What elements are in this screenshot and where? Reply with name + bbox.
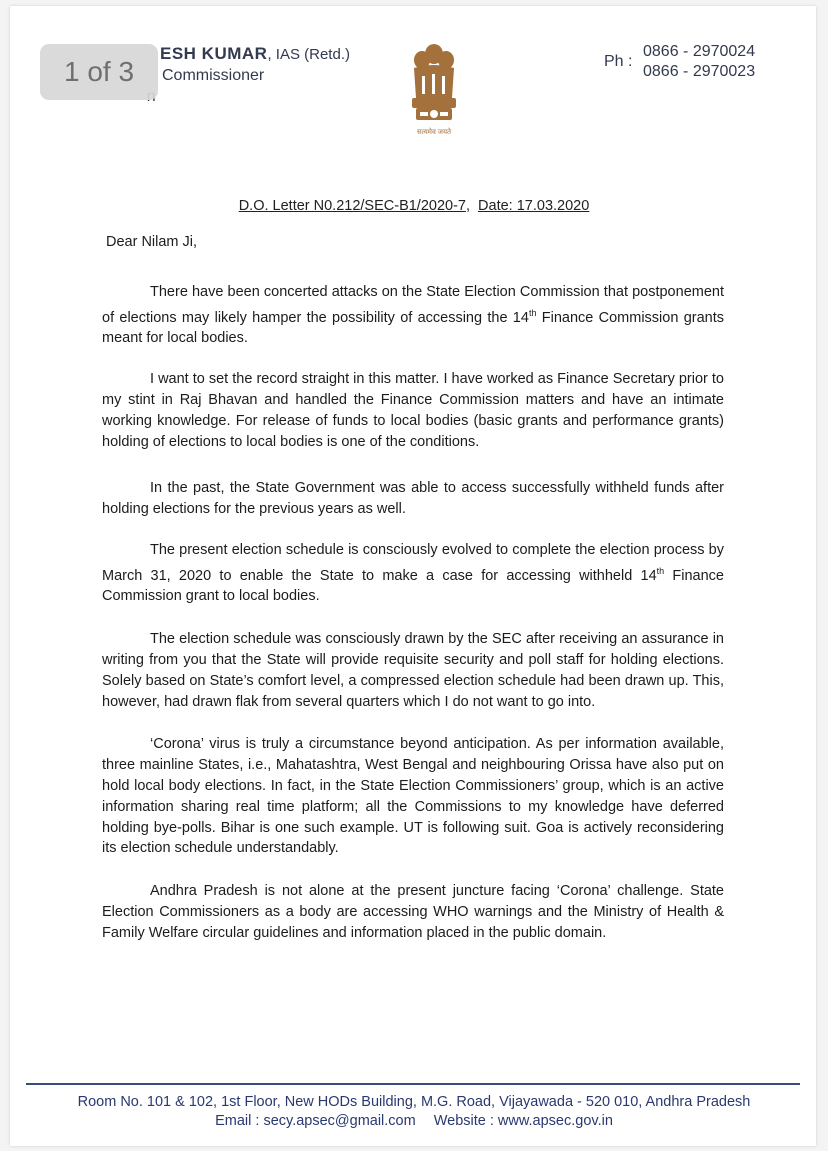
footer-divider — [26, 1083, 800, 1085]
paragraph-1-text: There have been concerted attacks on the State Election Commission that postponement of elections may likely hamper the possibility of accessing the 14 — [102, 284, 724, 326]
paragraph-2: I want to set the record straight in this matter. I have worked as Finance Secretary prior to my stint in Raj Bhavan and handled the Finance Commission matters and have an intimate working knowledge. For release of funds to local bodies (basic grants and performance grants) holding of elections to local bodies is one of the conditions. — [102, 371, 724, 450]
paragraph-3: In the past, the State Government was able to access successfully withheld funds after holding elections for the previous years as well. — [102, 480, 724, 518]
phone-number-2: 0866 - 2970023 — [643, 63, 756, 80]
paragraph-4-sup: th — [656, 565, 665, 576]
letter-reference — [0, 198, 828, 214]
letter-date: Date: 17.03.2020 — [478, 198, 590, 214]
paragraph-6: ‘Corona’ virus is truly a circumstance beyond anticipation. As per information available, three mainline States, i.e., Mahatashtra, West Bengal and neighbouring Orissa have also put on hold local body elections. In fact, in the State Election Commissioners’ group, which is an active information sharing real time platform; all the Commissions to my knowledge have deferred holding bye-polls. Bihar is one such example. UT is following suit. Goa is actively reconsidering its election schedule understandably. — [102, 736, 724, 857]
paragraph-1-sup: th — [528, 307, 537, 318]
letterhead-name — [160, 44, 350, 64]
paragraph-4 — [102, 540, 724, 607]
footer-contact — [0, 1113, 828, 1129]
paragraph-1 — [102, 282, 724, 349]
footer-email: Email : secy.apsec@gmail.com — [215, 1113, 416, 1129]
paragraph-1-text-end: Finance Commission grants meant for local bodies. — [102, 309, 724, 347]
salutation: Dear Nilam Ji, — [106, 234, 198, 250]
phone-number-1: 0866 - 2970024 — [643, 43, 756, 60]
phone-label: Ph : — [604, 53, 633, 70]
paragraph-5: The election schedule was consciously drawn by the SEC after receiving an assurance in writing from you that the State will provide requisite security and poll staff for holding elections. Solely based on State’s comfort level, a compressed election schedule had been drawn up. This, however, had drawn flak from several quarters which I do not want to go into. — [102, 631, 724, 710]
page-indicator: 1 of 3 — [40, 44, 158, 100]
footer-website: Website : www.apsec.gov.in — [433, 1113, 613, 1129]
letterhead-name-suffix: , IAS (Retd.) — [267, 46, 350, 63]
letter-body — [102, 282, 724, 966]
footer-address: Room No. 101 & 102, 1st Floor, New HODs Building, M.G. Road, Vijayawada - 520 010, Andhra Pradesh — [77, 1094, 751, 1110]
paragraph-4-text-end: Finance Commission grant to local bodies. — [102, 567, 724, 605]
reference-number: D.O. Letter N0.212/SEC-B1/2020-7, — [238, 198, 471, 214]
phone-numbers — [643, 42, 755, 82]
letterhead-title: Commissioner — [162, 67, 265, 84]
emblem-motto: सत्यमेव जयते — [416, 129, 452, 136]
paragraph-4-text: The present election schedule is consciously evolved to complete the election process by March 31, 2020 to enable the State to make a case for accessing withheld 14 — [102, 542, 724, 584]
national-emblem-icon — [402, 40, 466, 140]
letterhead-name-bold: ESH KUMAR — [160, 44, 268, 63]
paragraph-7: Andhra Pradesh is not alone at the present juncture facing ‘Corona’ challenge. State Election Commissioners as a body are accessing WHO warnings and the Ministry of Health & Family Welfare circular guidelines and information placed in the public domain. — [102, 883, 724, 941]
